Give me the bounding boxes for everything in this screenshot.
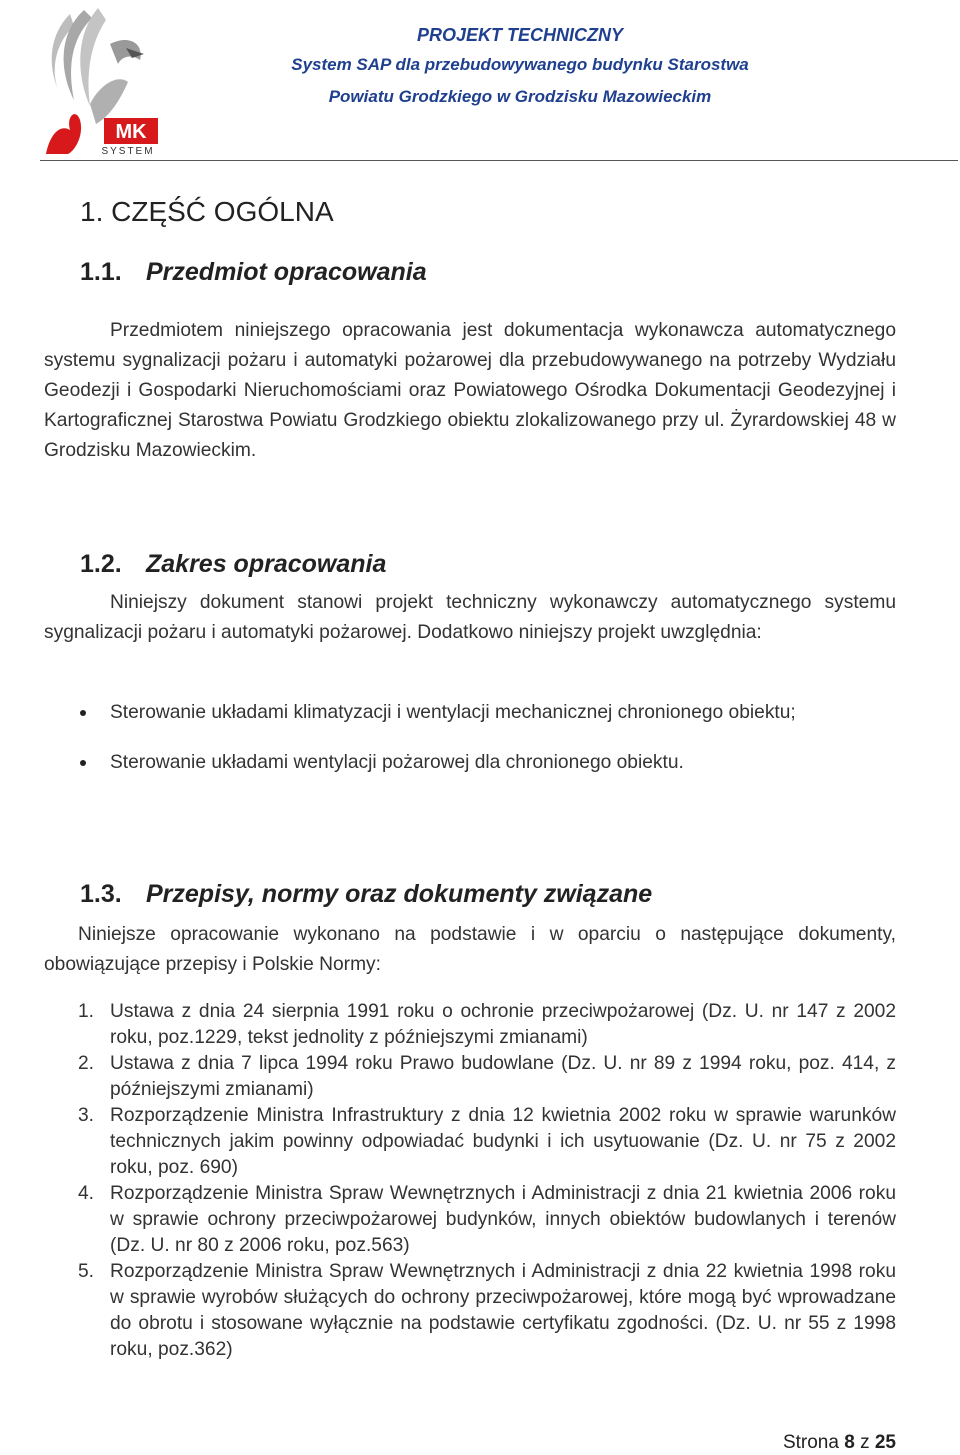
reference-text: Ustawa z dnia 7 lipca 1994 roku Prawo budowlane (Dz. U. nr 89 z 1994 roku, poz. 414, z późniejszymi zmianami): [110, 1053, 896, 1100]
section-3-number: 1.3.: [80, 880, 122, 908]
section-2-title: [80, 550, 386, 579]
reference-text: Rozporządzenie Ministra Spraw Wewnętrznych i Administracji z dnia 22 kwietnia 1998 roku w sprawie wyrobów służących do ochrony przeciwpożarowej, które mogą być wprowadzane do obrotu i stosowane wyłącznie na podstawie certyfikatu zgodności. (Dz. U. nr 55 z 1998 roku, poz.362): [110, 1261, 896, 1360]
bullet-dot-icon: [80, 710, 86, 716]
section-1-number: 1.1.: [80, 258, 122, 286]
footer-prefix: Strona: [782, 1432, 839, 1453]
footer-page-total: 25: [874, 1432, 896, 1453]
reference-text: Ustawa z dnia 24 sierpnia 1991 roku o ochronie przeciwpożarowej (Dz. U. nr 147 z 2002 roku, poz.1229, tekst jednolity z późniejszymi zmianami): [110, 1001, 896, 1048]
bullet-dot-icon: [80, 760, 86, 766]
section-3-title-text: Przepisy, normy oraz dokumenty związane: [146, 880, 653, 908]
section-2-bullet-list: [44, 698, 896, 778]
section-2-number: 1.2.: [80, 550, 122, 578]
page-header: [240, 22, 800, 112]
header-line-3: Powiatu Grodzkiego w Grodzisku Mazowieckim: [328, 87, 712, 106]
reference-number: 4.: [78, 1183, 95, 1204]
reference-number: 1.: [78, 1001, 95, 1022]
section-2-paragraph: Niniejszy dokument stanowi projekt techniczny wykonawczy automatycznego systemu sygnalizacji pożaru i automatyki pożarowej. Dodatkowo niniejszy projekt uwzględnia:: [44, 592, 896, 643]
reference-text: Rozporządzenie Ministra Infrastruktury z dnia 12 kwietnia 2002 roku w sprawie warunków technicznych jakim powinny odpowiadać budynki i ich usytuowanie (Dz. U. nr 75 z 2002 roku, poz. 690): [110, 1105, 896, 1178]
reference-item: [78, 1259, 896, 1363]
bullet-item: [44, 698, 896, 728]
reference-number: 3.: [78, 1105, 95, 1126]
reference-item: [78, 1051, 896, 1103]
section-3-title: [80, 880, 652, 909]
reference-item: [78, 1181, 896, 1259]
logo-subtext: SYSTEM: [101, 146, 155, 156]
header-line-1: PROJEKT TECHNICZNY: [416, 25, 623, 45]
bullet-text: Sterowanie układami klimatyzacji i wentylacji mechanicznej chronionego obiektu;: [110, 702, 796, 723]
bullet-text: Sterowanie układami wentylacji pożarowej dla chronionego obiektu.: [110, 752, 684, 773]
header-divider: [40, 160, 958, 161]
reference-text: Rozporządzenie Ministra Spraw Wewnętrznych i Administracji z dnia 21 kwietnia 2006 roku w sprawie ochrony przeciwpożarowej budynków, innych obiektów budowlanych i terenów (Dz. U. nr 80 z 2006 roku, poz.563): [110, 1183, 896, 1256]
company-logo: [40, 4, 162, 156]
section-1-title: [80, 258, 427, 287]
page-footer: [783, 1432, 896, 1454]
section-1-paragraph: Przedmiotem niniejszego opracowania jest dokumentacja wykonawcza automatycznego systemu sygnalizacji pożaru i automatyki pożarowej dla przebudowywanego na potrzeby Wydziału Geodezji i Gospodarki Nieruchomościami oraz Powiatowego Ośrodka Dokumentacji Geodezyjnej i Kartograficznej Starostwa Powiatu Grodzkiego obiektu zlokalizowanego przy ul. Żyrardowskiej 48 w Grodzisku Mazowieckim.: [44, 320, 896, 461]
chapter-title: 1. CZĘŚĆ OGÓLNA: [80, 196, 334, 227]
header-line-2: System SAP dla przebudowywanego budynku Starostwa: [291, 55, 749, 74]
reference-item: [78, 999, 896, 1051]
eagle-logo-icon: [40, 4, 162, 156]
section-3-paragraph: Niniejsze opracowanie wykonano na podstawie i w oparciu o następujące dokumenty, obowiązujące przepisy i Polskie Normy:: [44, 924, 896, 975]
footer-separator: z: [860, 1432, 870, 1453]
reference-number: 5.: [78, 1261, 95, 1282]
section-1-title-text: Przedmiot opracowania: [146, 258, 427, 286]
reference-number: 2.: [78, 1053, 95, 1074]
bullet-item: [44, 748, 896, 778]
section-2-title-text: Zakres opracowania: [146, 550, 387, 578]
reference-item: [78, 1103, 896, 1181]
footer-page-number: 8: [844, 1432, 855, 1453]
logo-text: MK: [115, 121, 147, 143]
references-list: [78, 999, 896, 1363]
